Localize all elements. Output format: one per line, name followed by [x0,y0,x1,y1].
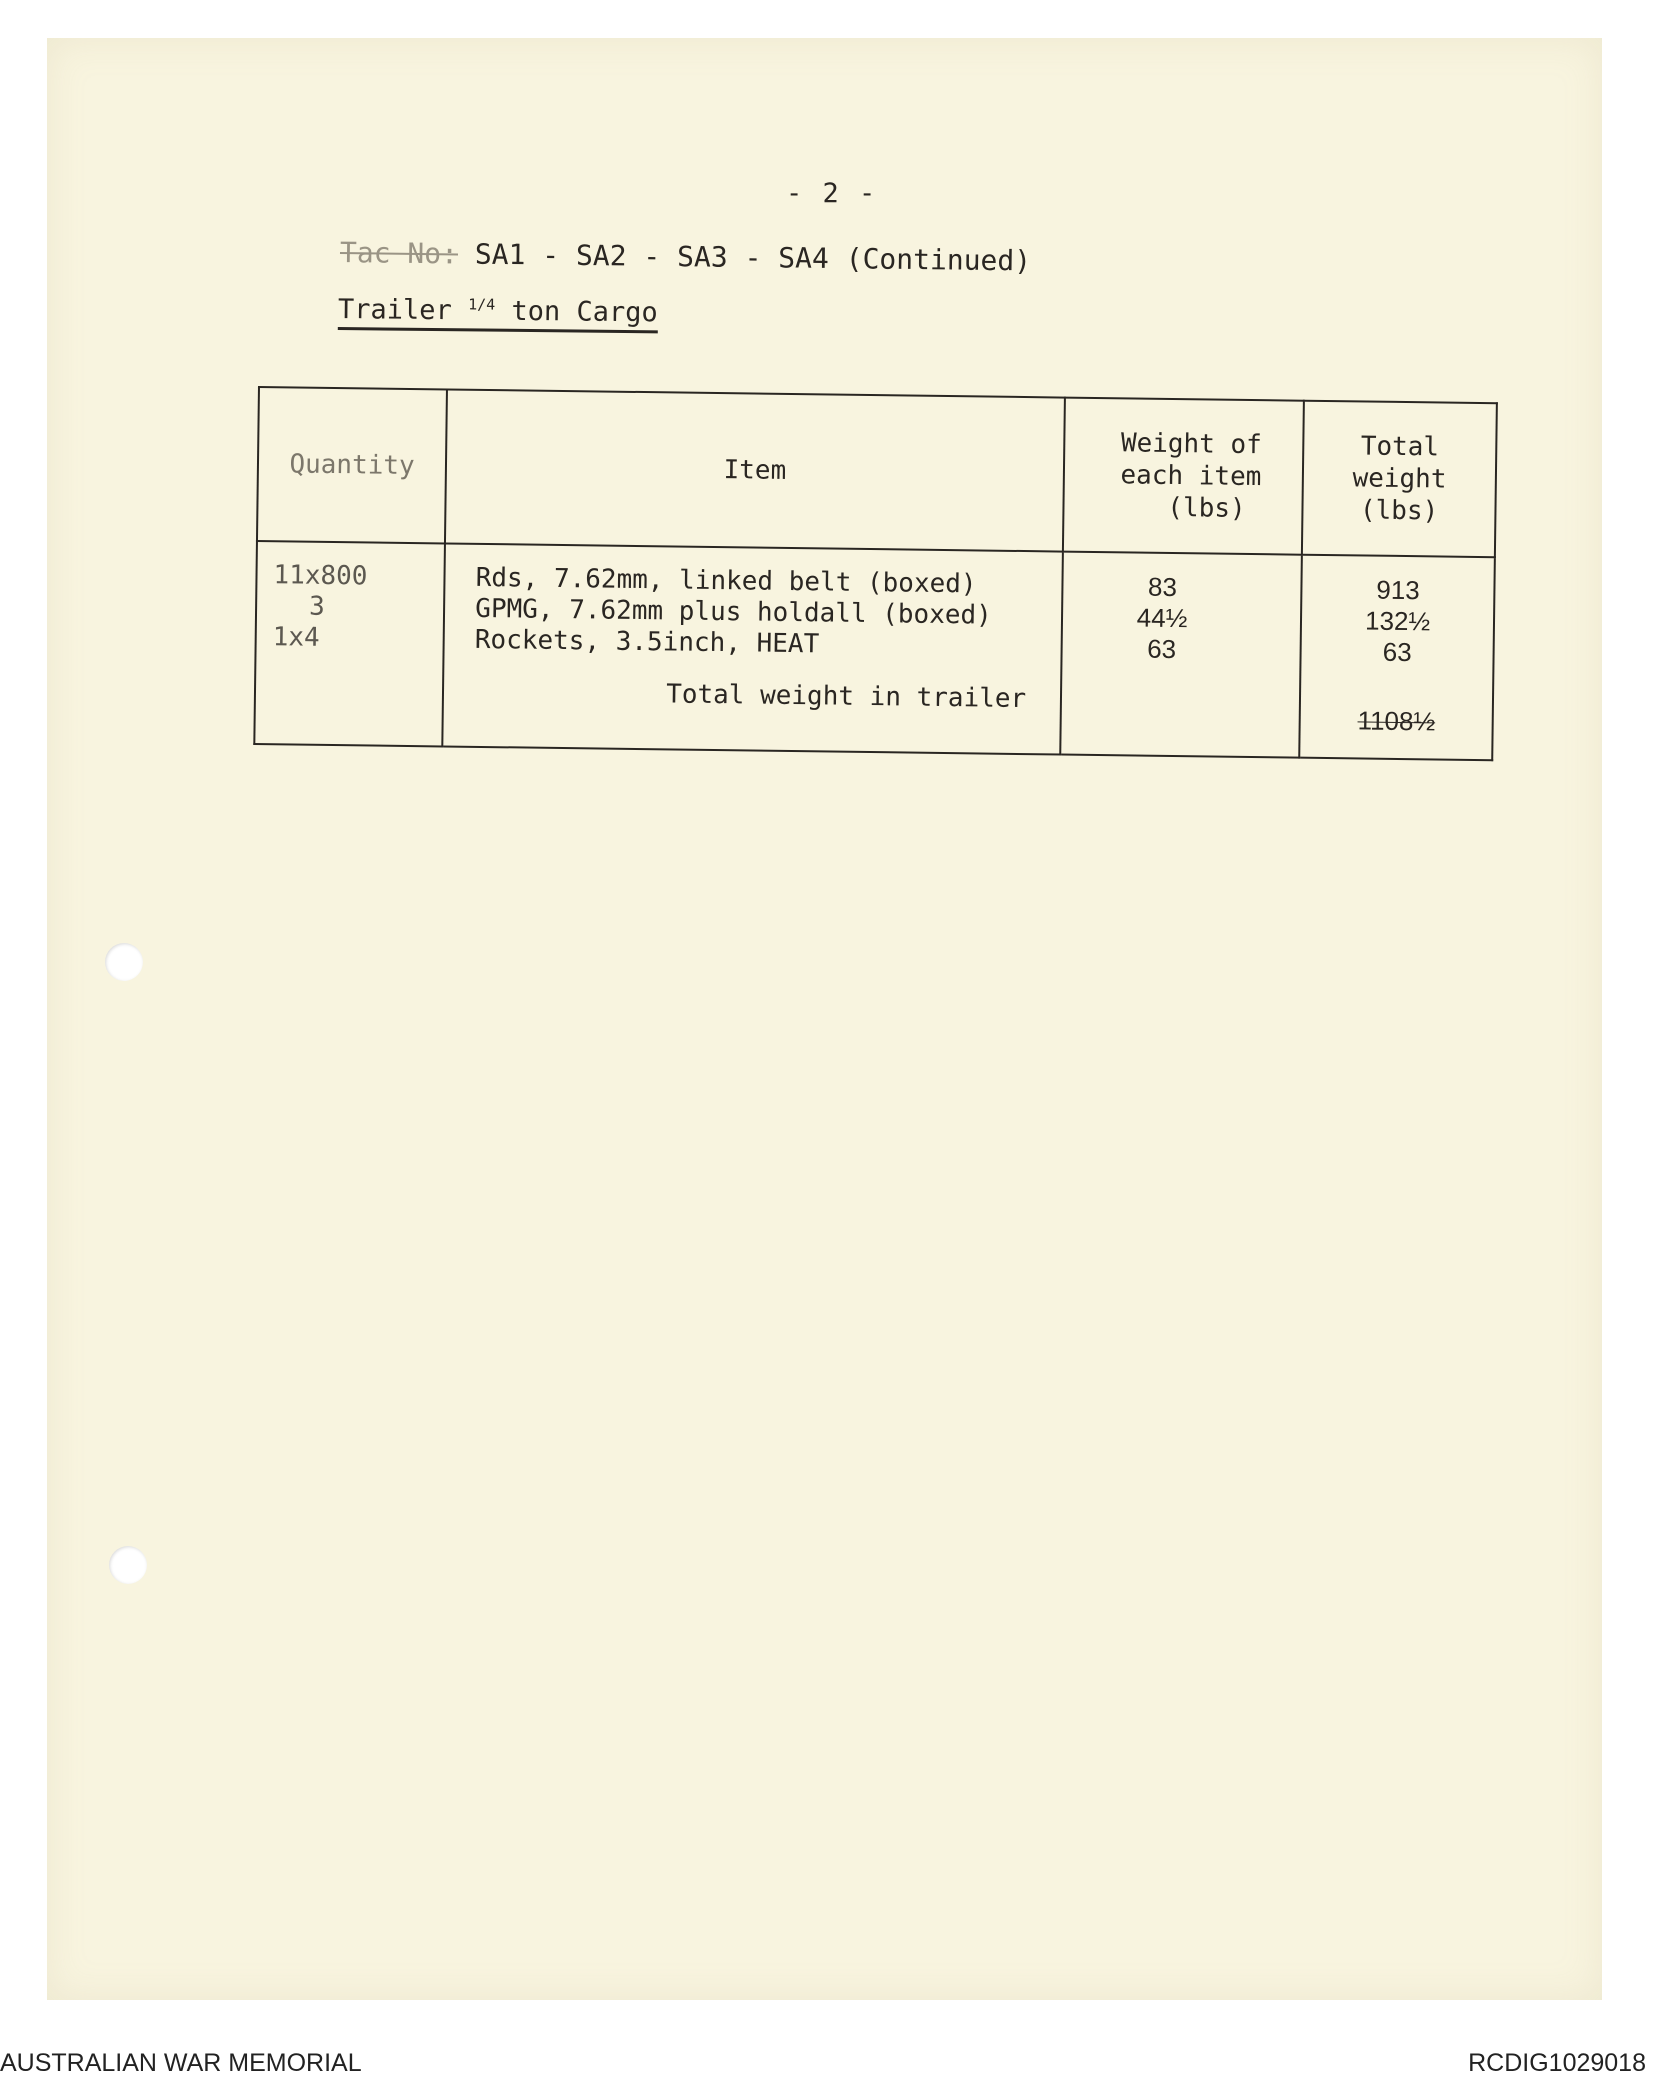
cargo-table-wrapper [253,386,1498,761]
header-weight-each-line: (lbs) [1167,492,1246,524]
item-description: Rds, 7.62mm, linked belt (boxed) [475,562,977,600]
heading-series: SA1 - SA2 - SA3 - SA4 (Continued) [474,237,1032,278]
header-weight-each [1063,398,1304,555]
punch-hole [105,943,143,981]
punch-hole [109,1546,147,1584]
footer-record-id: RCDIG1029018 [1468,2049,1646,2077]
total-weight-label: Total weight in trailer [665,679,1027,715]
header-total-weight-line: Total [1360,431,1440,463]
total-weight-value: 132½ [1364,605,1431,637]
header-quantity: Quantity [257,387,447,543]
cargo-table [253,386,1498,761]
total-weight-cell [1300,555,1495,761]
weight-each-value: 83 [1147,571,1178,603]
header-weight-each-line: each item [1120,460,1262,493]
header-total-weight-line: (lbs) [1359,495,1439,527]
table-header-row [257,387,1497,557]
item-description: Rockets, 3.5inch, HEAT [474,624,820,660]
page-number: - 2 - [786,178,878,209]
weight-each-value: 44½ [1136,602,1188,634]
header-weight-each-line: Weight of [1120,428,1262,461]
item-description: GPMG, 7.62mm plus holdall (boxed) [475,593,992,631]
quantity-value: 3 [308,591,325,622]
quantity-value: 1x4 [272,622,320,653]
section-heading-text [338,294,658,333]
section-heading [338,294,658,328]
table-row [254,541,1495,760]
paper-sheet [47,38,1602,2000]
total-weight-value: 913 [1376,574,1420,606]
weight-each-value: 63 [1147,633,1177,665]
header-item: Item [445,389,1065,551]
quantity-cell [254,541,445,746]
header-total-weight-line: weight [1352,463,1447,495]
section-heading-before: Trailer [337,294,452,327]
total-weight-value: 63 [1382,636,1412,668]
footer-archive-name: AUSTRALIAN WAR MEMORIAL [0,2049,362,2077]
weight-each-cell [1060,552,1302,758]
item-cell [442,543,1062,754]
grand-total-value: 1108½ [1357,705,1436,737]
section-heading-after: ton Cargo [511,295,658,329]
heading-faded-prefix: Tac No: [339,236,459,271]
quantity-value: 11x800 [273,560,368,592]
header-total-weight [1302,401,1497,558]
section-heading-fraction: 1/4 [468,295,496,314]
